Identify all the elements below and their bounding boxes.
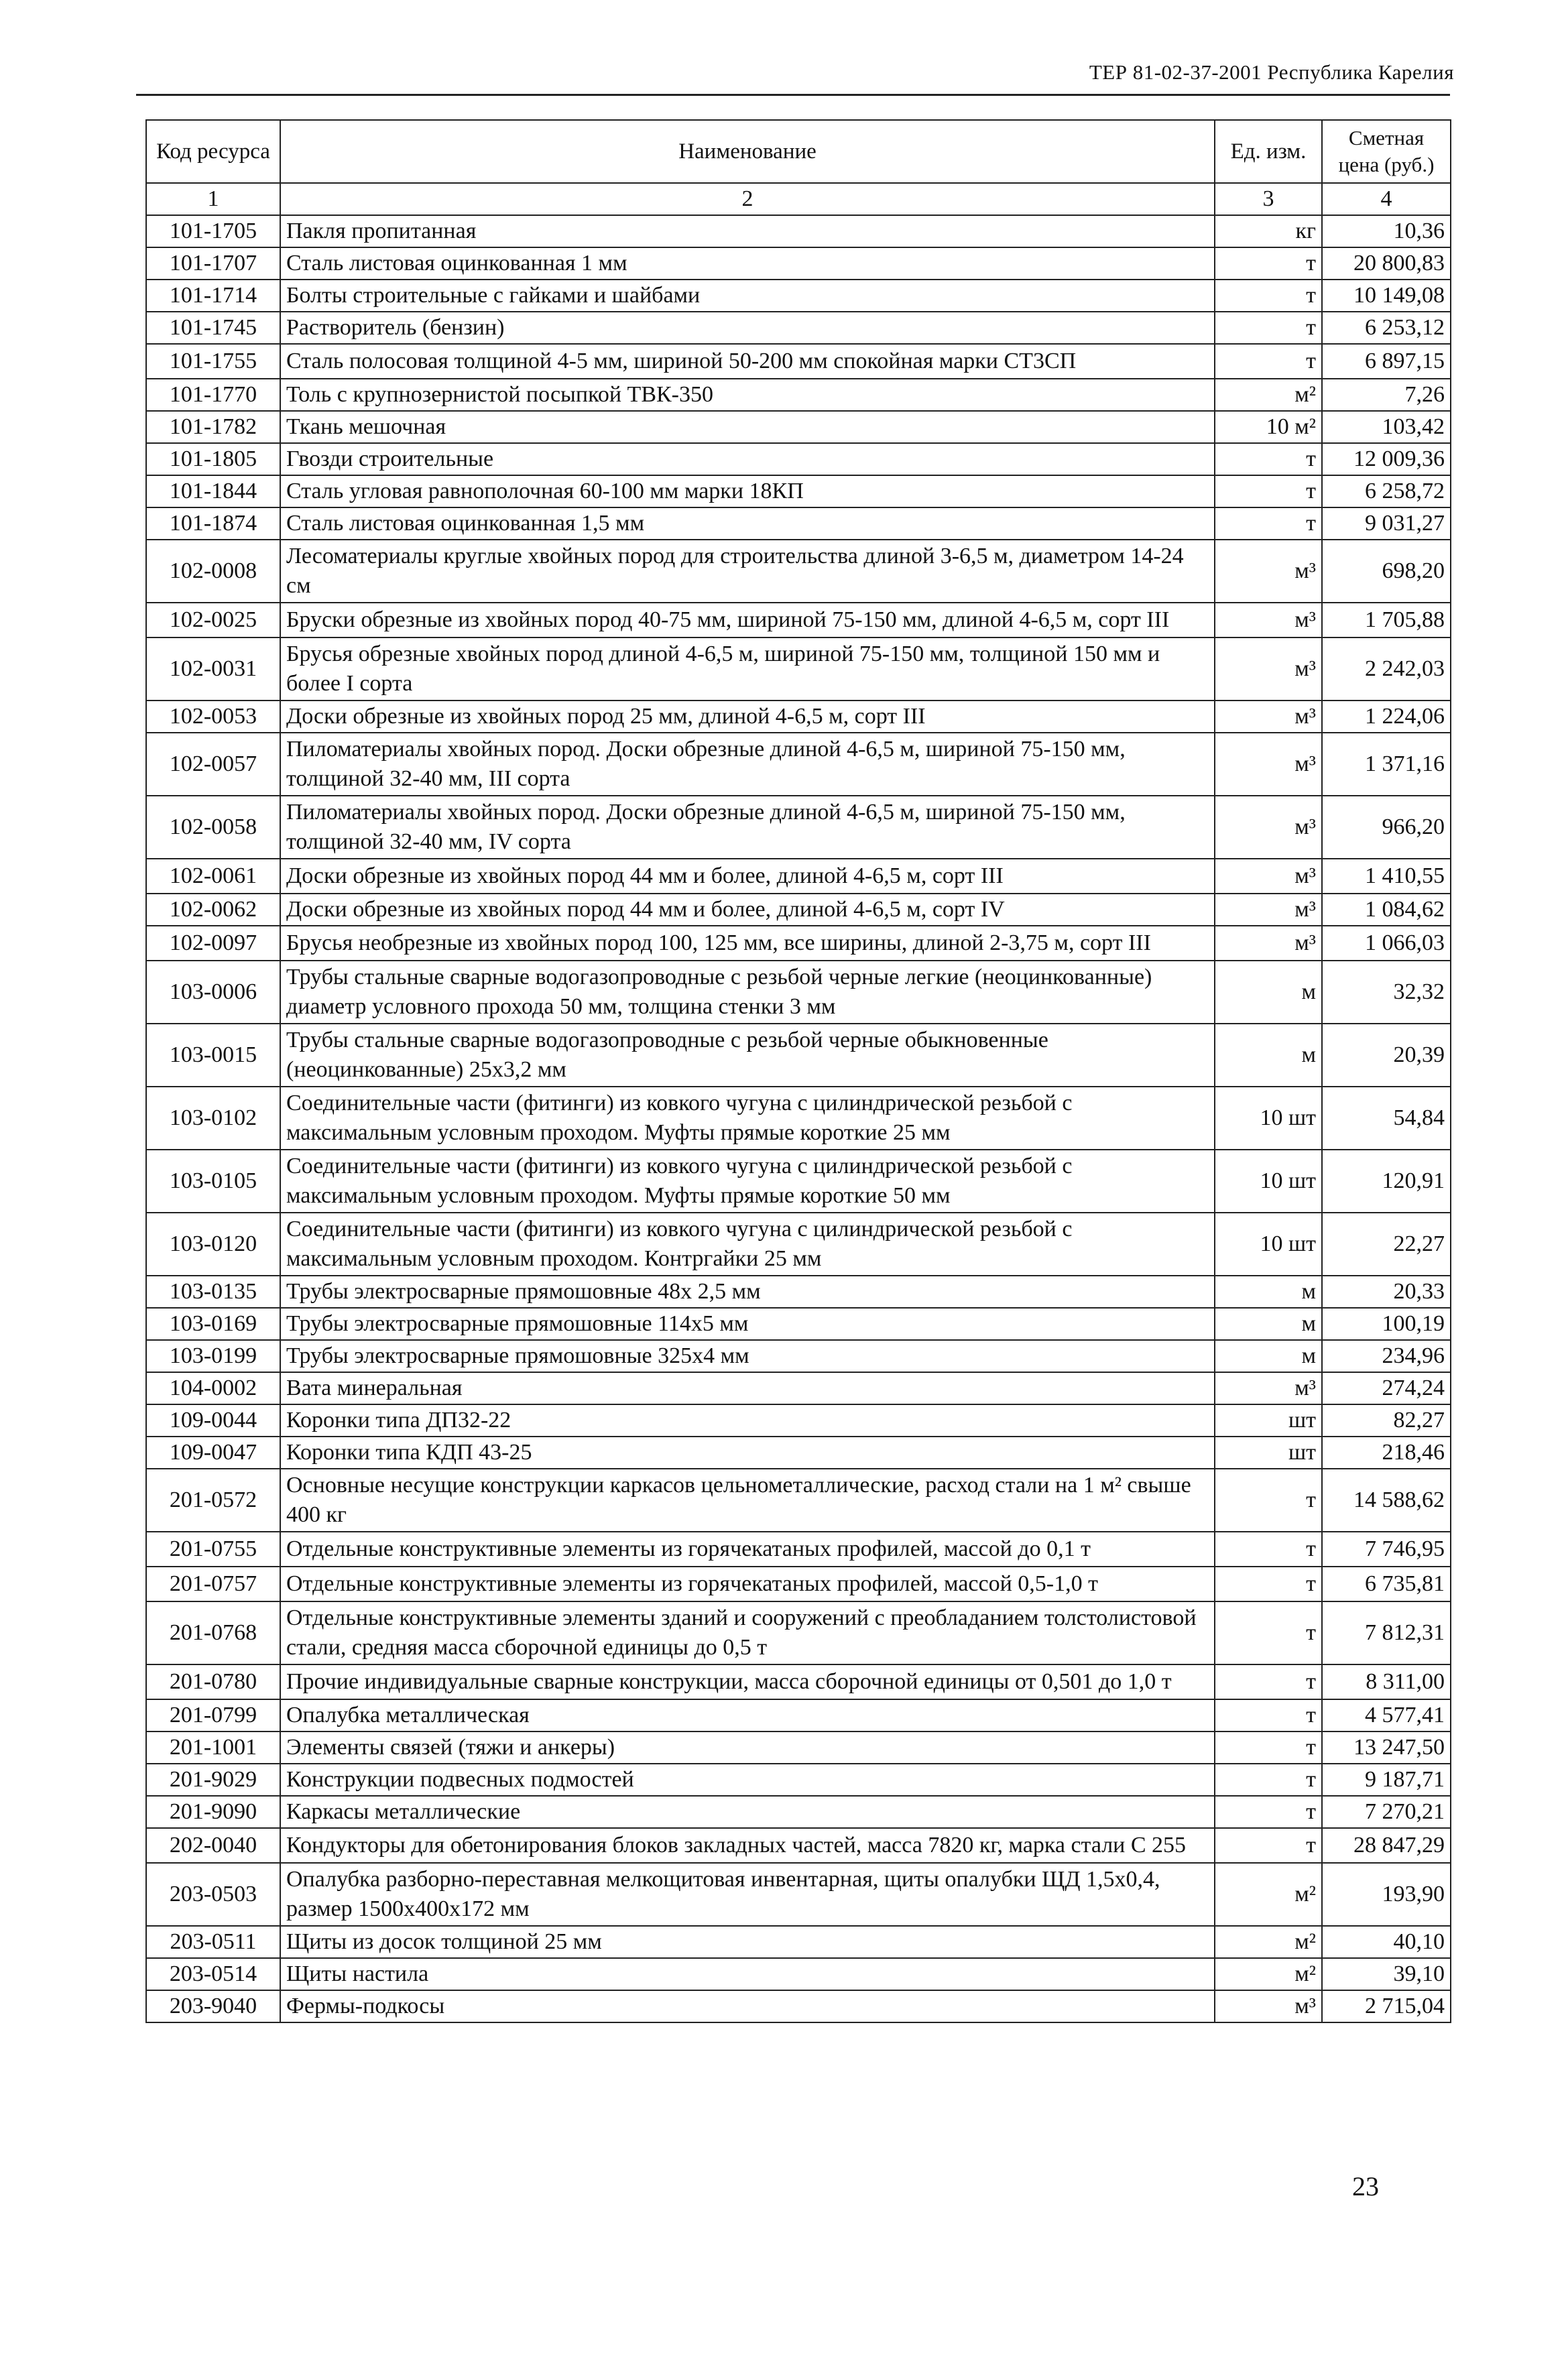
- resource-name-cell: Фермы-подкосы: [280, 1990, 1215, 2022]
- resource-name-cell: Соединительные части (фитинги) из ковкого чугуна с цилиндрической резьбой с максимальным условным проходом. Муфты прямые короткие 25 мм: [280, 1087, 1215, 1150]
- table-row: [146, 1437, 1451, 1469]
- resource-code-cell: 103-0006: [146, 961, 280, 1024]
- resource-code-cell: 101-1705: [146, 215, 280, 247]
- price-cell: 39,10: [1322, 1958, 1451, 1990]
- table-row: [146, 1990, 1451, 2022]
- unit-cell: т: [1215, 312, 1322, 344]
- resource-name-cell: Гвозди строительные: [280, 443, 1215, 475]
- unit-cell: м³: [1215, 701, 1322, 733]
- price-cell: 13 247,50: [1322, 1732, 1451, 1764]
- table-row: [146, 1958, 1451, 1990]
- price-cell: 1 224,06: [1322, 701, 1451, 733]
- column-index: 4: [1322, 183, 1451, 215]
- resource-code-cell: 103-0120: [146, 1213, 280, 1276]
- resource-name-cell: Кондукторы для обетонирования блоков закладных частей, масса 7820 кг, марка стали С 255: [280, 1828, 1215, 1863]
- resource-code-cell: 103-0135: [146, 1276, 280, 1308]
- resource-name-cell: Отдельные конструктивные элементы из горячекатаных профилей, массой 0,5-1,0 т: [280, 1567, 1215, 1601]
- resource-code-cell: 101-1745: [146, 312, 280, 344]
- table-row: [146, 1340, 1451, 1372]
- table-row: [146, 247, 1451, 280]
- resource-name-cell: Растворитель (бензин): [280, 312, 1215, 344]
- price-cell: 20 800,83: [1322, 247, 1451, 280]
- column-header-code: Код ресурса: [146, 120, 280, 183]
- price-cell: 6 258,72: [1322, 475, 1451, 507]
- table-row: [146, 926, 1451, 961]
- unit-cell: кг: [1215, 215, 1322, 247]
- resource-name-cell: Сталь листовая оцинкованная 1,5 мм: [280, 507, 1215, 540]
- price-cell: 218,46: [1322, 1437, 1451, 1469]
- unit-cell: м²: [1215, 1926, 1322, 1958]
- resource-name-cell: Доски обрезные из хвойных пород 25 мм, длиной 4-6,5 м, сорт III: [280, 701, 1215, 733]
- unit-cell: т: [1215, 1699, 1322, 1732]
- price-cell: 20,39: [1322, 1024, 1451, 1087]
- table-row: [146, 475, 1451, 507]
- resource-code-cell: 109-0044: [146, 1404, 280, 1437]
- table-body: [146, 215, 1451, 2022]
- resource-code-cell: 203-0514: [146, 1958, 280, 1990]
- resource-code-cell: 102-0061: [146, 859, 280, 894]
- unit-cell: т: [1215, 443, 1322, 475]
- table-row: [146, 637, 1451, 701]
- unit-cell: м³: [1215, 637, 1322, 701]
- price-cell: 7 270,21: [1322, 1796, 1451, 1828]
- resource-name-cell: Доски обрезные из хвойных пород 44 мм и более, длиной 4-6,5 м, сорт IV: [280, 894, 1215, 926]
- table-row: [146, 1469, 1451, 1532]
- resource-name-cell: Элементы связей (тяжи и анкеры): [280, 1732, 1215, 1764]
- resource-code-cell: 102-0025: [146, 603, 280, 637]
- unit-cell: т: [1215, 507, 1322, 540]
- price-cell: 6 735,81: [1322, 1567, 1451, 1601]
- unit-cell: м³: [1215, 796, 1322, 859]
- resource-code-cell: 102-0031: [146, 637, 280, 701]
- resource-name-cell: Толь с крупнозернистой посыпкой ТВК-350: [280, 379, 1215, 411]
- resource-code-cell: 201-0768: [146, 1601, 280, 1664]
- unit-cell: т: [1215, 1567, 1322, 1601]
- unit-cell: 10 м²: [1215, 411, 1322, 443]
- table-row: [146, 1926, 1451, 1958]
- table-row: [146, 507, 1451, 540]
- price-cell: 82,27: [1322, 1404, 1451, 1437]
- table-row: [146, 1404, 1451, 1437]
- unit-cell: м³: [1215, 1990, 1322, 2022]
- resource-name-cell: Каркасы металлические: [280, 1796, 1215, 1828]
- resource-code-cell: 101-1755: [146, 344, 280, 379]
- resource-code-cell: 203-0503: [146, 1863, 280, 1926]
- resource-code-cell: 202-0040: [146, 1828, 280, 1863]
- price-cell: 100,19: [1322, 1308, 1451, 1340]
- resource-code-cell: 203-0511: [146, 1926, 280, 1958]
- price-cell: 274,24: [1322, 1372, 1451, 1404]
- unit-cell: т: [1215, 1469, 1322, 1532]
- table-row: [146, 379, 1451, 411]
- price-cell: 966,20: [1322, 796, 1451, 859]
- table-row: [146, 1372, 1451, 1404]
- price-cell: 12 009,36: [1322, 443, 1451, 475]
- resource-name-cell: Трубы стальные сварные водогазопроводные с резьбой черные обыкновенные (неоцинкованные) 25х3,2 мм: [280, 1024, 1215, 1087]
- table-row: [146, 701, 1451, 733]
- unit-cell: т: [1215, 247, 1322, 280]
- column-index: 2: [280, 183, 1215, 215]
- resource-code-cell: 201-9029: [146, 1764, 280, 1796]
- price-cell: 6 897,15: [1322, 344, 1451, 379]
- resource-name-cell: Щиты из досок толщиной 25 мм: [280, 1926, 1215, 1958]
- unit-cell: т: [1215, 1828, 1322, 1863]
- resource-name-cell: Болты строительные с гайками и шайбами: [280, 280, 1215, 312]
- table-row: [146, 1567, 1451, 1601]
- unit-cell: шт: [1215, 1437, 1322, 1469]
- resource-name-cell: Конструкции подвесных подмостей: [280, 1764, 1215, 1796]
- resource-code-cell: 101-1714: [146, 280, 280, 312]
- resource-code-cell: 201-0572: [146, 1469, 280, 1532]
- document-header: ТЕР 81-02-37-2001 Республика Карелия: [1089, 60, 1454, 84]
- table-row: [146, 1087, 1451, 1150]
- price-cell: 2 715,04: [1322, 1990, 1451, 2022]
- unit-cell: 10 шт: [1215, 1213, 1322, 1276]
- price-cell: 7 812,31: [1322, 1601, 1451, 1664]
- resource-name-cell: Трубы электросварные прямошовные 325х4 мм: [280, 1340, 1215, 1372]
- column-header-price: Сметная цена (руб.): [1322, 120, 1451, 183]
- resource-name-cell: Бруски обрезные из хвойных пород 40-75 мм, шириной 75-150 мм, длиной 4-6,5 м, сорт III: [280, 603, 1215, 637]
- resource-code-cell: 103-0199: [146, 1340, 280, 1372]
- resource-code-cell: 102-0062: [146, 894, 280, 926]
- table-row: [146, 859, 1451, 894]
- table-row: [146, 1213, 1451, 1276]
- resource-name-cell: Брусья необрезные из хвойных пород 100, 125 мм, все ширины, длиной 2-3,75 м, сорт III: [280, 926, 1215, 961]
- resource-name-cell: Вата минеральная: [280, 1372, 1215, 1404]
- unit-cell: 10 шт: [1215, 1087, 1322, 1150]
- price-cell: 9 187,71: [1322, 1764, 1451, 1796]
- resource-code-cell: 101-1770: [146, 379, 280, 411]
- resource-code-cell: 203-9040: [146, 1990, 280, 2022]
- column-header-name: Наименование: [280, 120, 1215, 183]
- resource-name-cell: Сталь полосовая толщиной 4-5 мм, шириной 50-200 мм спокойная марки СТ3СП: [280, 344, 1215, 379]
- resource-name-cell: Трубы электросварные прямошовные 48х 2,5 мм: [280, 1276, 1215, 1308]
- unit-cell: т: [1215, 1796, 1322, 1828]
- table-row: [146, 540, 1451, 603]
- price-cell: 6 253,12: [1322, 312, 1451, 344]
- price-cell: 2 242,03: [1322, 637, 1451, 701]
- table-row: [146, 733, 1451, 796]
- table-row: [146, 215, 1451, 247]
- unit-cell: м³: [1215, 603, 1322, 637]
- unit-cell: м: [1215, 1276, 1322, 1308]
- unit-cell: т: [1215, 1601, 1322, 1664]
- table-row: [146, 1732, 1451, 1764]
- price-cell: 4 577,41: [1322, 1699, 1451, 1732]
- unit-cell: м²: [1215, 379, 1322, 411]
- price-cell: 22,27: [1322, 1213, 1451, 1276]
- unit-cell: т: [1215, 1732, 1322, 1764]
- unit-cell: т: [1215, 1532, 1322, 1567]
- table-row: [146, 344, 1451, 379]
- resource-code-cell: 102-0008: [146, 540, 280, 603]
- price-cell: 8 311,00: [1322, 1664, 1451, 1699]
- unit-cell: т: [1215, 475, 1322, 507]
- resource-code-cell: 201-0799: [146, 1699, 280, 1732]
- resource-code-cell: 201-9090: [146, 1796, 280, 1828]
- price-cell: 103,42: [1322, 411, 1451, 443]
- unit-cell: т: [1215, 1664, 1322, 1699]
- resource-code-cell: 101-1874: [146, 507, 280, 540]
- unit-cell: м³: [1215, 894, 1322, 926]
- resource-code-cell: 103-0105: [146, 1150, 280, 1213]
- resource-name-cell: Отдельные конструктивные элементы зданий и сооружений с преобладанием толстолистовой стали, средняя масса сборочной единицы до 0,5 т: [280, 1601, 1215, 1664]
- resource-name-cell: Трубы стальные сварные водогазопроводные с резьбой черные легкие (неоцинкованные) диаметр условного прохода 50 мм, толщина стенки 3 мм: [280, 961, 1215, 1024]
- unit-cell: т: [1215, 1764, 1322, 1796]
- resource-name-cell: Отдельные конструктивные элементы из горячекатаных профилей, массой до 0,1 т: [280, 1532, 1215, 1567]
- price-cell: 234,96: [1322, 1340, 1451, 1372]
- price-cell: 54,84: [1322, 1087, 1451, 1150]
- table-row: [146, 1796, 1451, 1828]
- resource-code-cell: 103-0015: [146, 1024, 280, 1087]
- unit-cell: м: [1215, 961, 1322, 1024]
- unit-cell: м³: [1215, 1372, 1322, 1404]
- resource-code-cell: 109-0047: [146, 1437, 280, 1469]
- table-row: [146, 280, 1451, 312]
- resource-name-cell: Брусья обрезные хвойных пород длиной 4-6,5 м, шириной 75-150 мм, толщиной 150 мм и более I сорта: [280, 637, 1215, 701]
- resource-name-cell: Коронки типа ДП32-22: [280, 1404, 1215, 1437]
- resource-name-cell: Соединительные части (фитинги) из ковкого чугуна с цилиндрической резьбой с максимальным условным проходом. Контргайки 25 мм: [280, 1213, 1215, 1276]
- unit-cell: м²: [1215, 1958, 1322, 1990]
- unit-cell: т: [1215, 344, 1322, 379]
- unit-cell: м: [1215, 1024, 1322, 1087]
- table-row: [146, 1532, 1451, 1567]
- resource-name-cell: Соединительные части (фитинги) из ковкого чугуна с цилиндрической резьбой с максимальным условным проходом. Муфты прямые короткие 50 мм: [280, 1150, 1215, 1213]
- resource-code-cell: 103-0169: [146, 1308, 280, 1340]
- price-cell: 20,33: [1322, 1276, 1451, 1308]
- price-cell: 10 149,08: [1322, 280, 1451, 312]
- resource-name-cell: Трубы электросварные прямошовные 114х5 мм: [280, 1308, 1215, 1340]
- unit-cell: м³: [1215, 540, 1322, 603]
- price-cell: 1 410,55: [1322, 859, 1451, 894]
- resource-name-cell: Пиломатериалы хвойных пород. Доски обрезные длиной 4-6,5 м, шириной 75-150 мм, толщиной 32-40 мм, III сорта: [280, 733, 1215, 796]
- resource-name-cell: Ткань мешочная: [280, 411, 1215, 443]
- price-cell: 10,36: [1322, 215, 1451, 247]
- table-row: [146, 1828, 1451, 1863]
- column-index: 1: [146, 183, 280, 215]
- price-cell: 32,32: [1322, 961, 1451, 1024]
- resource-name-cell: Пиломатериалы хвойных пород. Доски обрезные длиной 4-6,5 м, шириной 75-150 мм, толщиной 32-40 мм, IV сорта: [280, 796, 1215, 859]
- price-cell: 28 847,29: [1322, 1828, 1451, 1863]
- resource-name-cell: Пакля пропитанная: [280, 215, 1215, 247]
- resource-name-cell: Основные несущие конструкции каркасов цельнометаллические, расход стали на 1 м² свыше 400 кг: [280, 1469, 1215, 1532]
- price-cell: 1 371,16: [1322, 733, 1451, 796]
- price-cell: 40,10: [1322, 1926, 1451, 1958]
- table-row: [146, 961, 1451, 1024]
- table-header-row: [146, 120, 1451, 183]
- resource-code-cell: 101-1844: [146, 475, 280, 507]
- resource-code-cell: 102-0097: [146, 926, 280, 961]
- price-cell: 698,20: [1322, 540, 1451, 603]
- unit-cell: 10 шт: [1215, 1150, 1322, 1213]
- table-row: [146, 894, 1451, 926]
- table-row: [146, 1699, 1451, 1732]
- resource-code-cell: 101-1805: [146, 443, 280, 475]
- resource-code-cell: 102-0053: [146, 701, 280, 733]
- column-index: 3: [1215, 183, 1322, 215]
- resource-name-cell: Лесоматериалы круглые хвойных пород для строительства длиной 3-6,5 м, диаметром 14-24 см: [280, 540, 1215, 603]
- resource-name-cell: Доски обрезные из хвойных пород 44 мм и более, длиной 4-6,5 м, сорт III: [280, 859, 1215, 894]
- resource-code-cell: 104-0002: [146, 1372, 280, 1404]
- unit-cell: т: [1215, 280, 1322, 312]
- unit-cell: м³: [1215, 733, 1322, 796]
- unit-cell: шт: [1215, 1404, 1322, 1437]
- table-row: [146, 411, 1451, 443]
- table-row: [146, 443, 1451, 475]
- resource-name-cell: Прочие индивидуальные сварные конструкции, масса сборочной единицы от 0,501 до 1,0 т: [280, 1664, 1215, 1699]
- table-row: [146, 1308, 1451, 1340]
- table-row: [146, 1276, 1451, 1308]
- resource-code-cell: 103-0102: [146, 1087, 280, 1150]
- table-row: [146, 603, 1451, 637]
- price-cell: 1 705,88: [1322, 603, 1451, 637]
- table-row: [146, 1601, 1451, 1664]
- unit-cell: м³: [1215, 926, 1322, 961]
- resource-name-cell: Коронки типа КДП 43-25: [280, 1437, 1215, 1469]
- column-header-unit: Ед. изм.: [1215, 120, 1322, 183]
- resource-code-cell: 201-0757: [146, 1567, 280, 1601]
- resource-name-cell: Опалубка разборно-переставная мелкощитовая инвентарная, щиты опалубки ЩД 1,5х0,4, размер 1500х400х172 мм: [280, 1863, 1215, 1926]
- table-row: [146, 1664, 1451, 1699]
- price-cell: 193,90: [1322, 1863, 1451, 1926]
- price-cell: 120,91: [1322, 1150, 1451, 1213]
- unit-cell: м³: [1215, 859, 1322, 894]
- resource-price-table: [145, 119, 1451, 2023]
- resource-name-cell: Опалубка металлическая: [280, 1699, 1215, 1732]
- resource-code-cell: 201-1001: [146, 1732, 280, 1764]
- table-row: [146, 1764, 1451, 1796]
- resource-name-cell: Щиты настила: [280, 1958, 1215, 1990]
- price-cell: 14 588,62: [1322, 1469, 1451, 1532]
- table-row: [146, 1150, 1451, 1213]
- resource-code-cell: 201-0755: [146, 1532, 280, 1567]
- price-cell: 7 746,95: [1322, 1532, 1451, 1567]
- price-cell: 7,26: [1322, 379, 1451, 411]
- unit-cell: м²: [1215, 1863, 1322, 1926]
- column-index-row: [146, 183, 1451, 215]
- resource-code-cell: 102-0057: [146, 733, 280, 796]
- price-cell: 1 084,62: [1322, 894, 1451, 926]
- resource-code-cell: 201-0780: [146, 1664, 280, 1699]
- table-row: [146, 1863, 1451, 1926]
- resource-code-cell: 101-1707: [146, 247, 280, 280]
- table-row: [146, 796, 1451, 859]
- table-row: [146, 312, 1451, 344]
- unit-cell: м: [1215, 1308, 1322, 1340]
- price-cell: 9 031,27: [1322, 507, 1451, 540]
- page-number: 23: [1352, 2171, 1379, 2201]
- table-row: [146, 1024, 1451, 1087]
- resource-code-cell: 102-0058: [146, 796, 280, 859]
- resource-code-cell: 101-1782: [146, 411, 280, 443]
- resource-name-cell: Сталь угловая равнополочная 60-100 мм марки 18КП: [280, 475, 1215, 507]
- price-cell: 1 066,03: [1322, 926, 1451, 961]
- header-divider: [136, 94, 1450, 96]
- resource-name-cell: Сталь листовая оцинкованная 1 мм: [280, 247, 1215, 280]
- unit-cell: м: [1215, 1340, 1322, 1372]
